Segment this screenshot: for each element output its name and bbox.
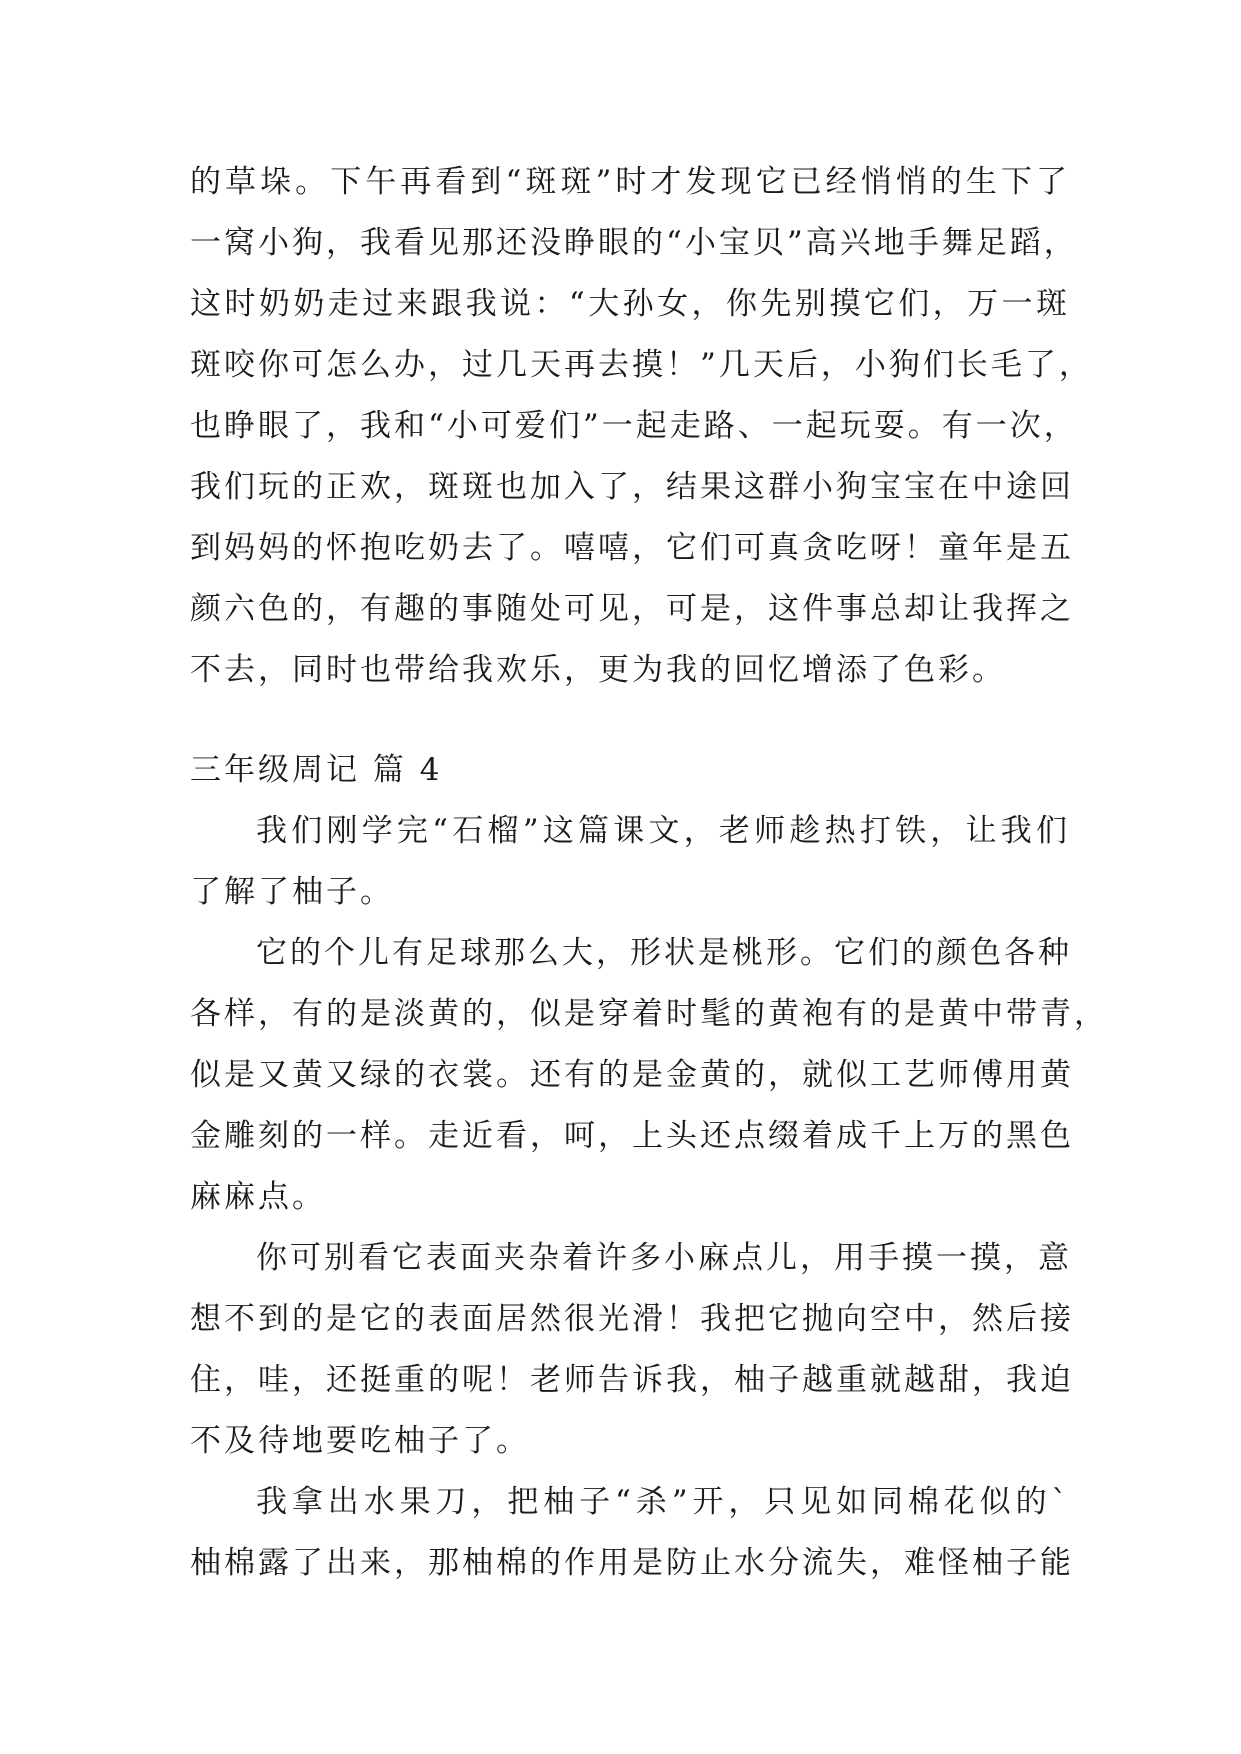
paragraph-line: 住，哇，还挺重的呢！老师告诉我，柚子越重就越甜，我迫 [190,1362,1074,1398]
paragraph [190,1472,1074,1594]
paragraph-line: 想不到的是它的表面居然很光滑！我把它抛向空中，然后接 [190,1301,1074,1337]
paragraph-line: 各样，有的是淡黄的，似是穿着时髦的黄袍有的是黄中带青， [190,996,1108,1032]
essay-body [190,801,1108,1594]
paragraph-line: 柚棉露了出来，那柚棉的作用是防止水分流失，难怪柚子能 [190,1545,1074,1581]
paragraph-line: 这时奶奶走过来跟我说：“大孙女，你先别摸它们，万一斑 [190,286,1070,322]
paragraph [190,923,1108,1228]
paragraph-line: 金雕刻的一样。走近看，呵，上头还点缀着成千上万的黑色 [190,1118,1074,1154]
paragraph-line: 麻麻点。 [190,1179,326,1215]
paragraph-line: 我拿出水果刀，把柚子“杀”开，只见如同棉花似的` [256,1484,1070,1520]
section-heading: 三年级周记 篇 4 [190,752,443,788]
paragraph-line: 不及待地要吃柚子了。 [190,1423,530,1459]
paragraph-line: 一窝小狗，我看见那还没睁眼的“小宝贝”高兴地手舞足蹈， [190,225,1078,261]
continued-paragraph [190,152,1093,701]
paragraph-line: 到妈妈的怀抱吃奶去了。嘻嘻，它们可真贪吃呀！童年是五 [190,530,1074,566]
paragraph-line: 也睁眼了，我和“小可爱们”一起走路、一起玩耍。有一次， [190,408,1078,444]
paragraph-line: 了解了柚子。 [190,874,394,910]
paragraph-line: 似是又黄又绿的衣裳。还有的是金黄的，就似工艺师傅用黄 [190,1057,1074,1093]
paragraph-line: 斑咬你可怎么办，过几天再去摸！”几天后，小狗们长毛了， [190,347,1093,383]
paragraph [190,801,1070,923]
paragraph-line: 我们玩的正欢，斑斑也加入了，结果这群小狗宝宝在中途回 [190,469,1074,505]
paragraph-line: 它的个儿有足球那么大，形状是桃形。它们的颜色各种 [256,935,1072,971]
paragraph [190,1228,1074,1472]
paragraph-line: 不去，同时也带给我欢乐，更为我的回忆增添了色彩。 [190,652,1006,688]
paragraph-line: 我们刚学完“石榴”这篇课文，老师趁热打铁，让我们 [256,813,1070,849]
paragraph-line: 颜六色的，有趣的事随处可见，可是，这件事总却让我挥之 [190,591,1074,627]
paragraph-line: 你可别看它表面夹杂着许多小麻点儿，用手摸一摸，意 [256,1240,1072,1276]
paragraph-line: 的草垛。下午再看到“斑斑”时才发现它已经悄悄的生下了 [190,164,1070,200]
